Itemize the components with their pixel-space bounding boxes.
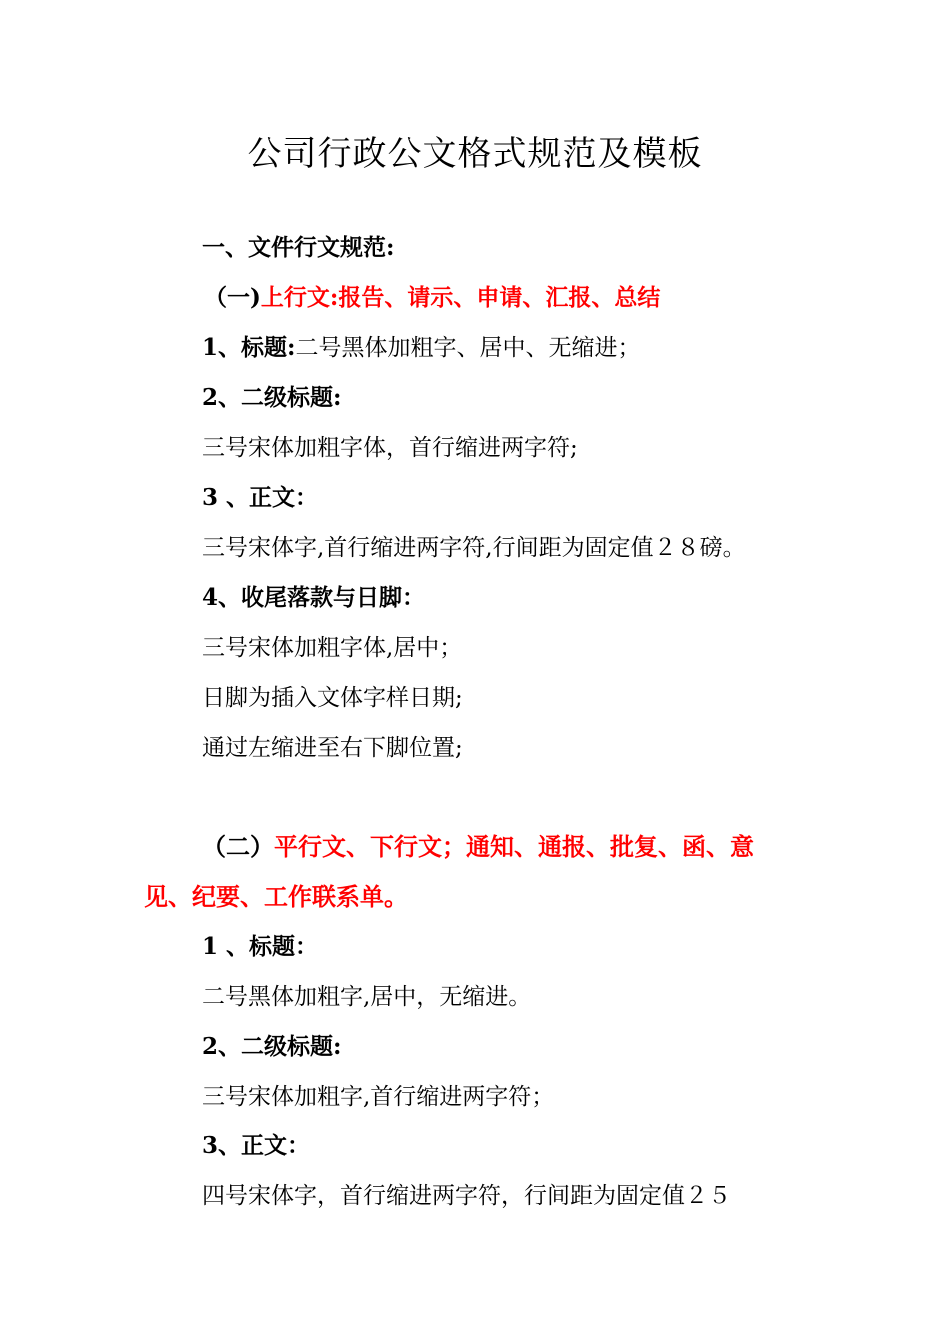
part2-item1-text: 二号黑体加粗字,居中，无缩进。 <box>202 984 532 1010</box>
part1-item3-text: 三号宋体字,首行缩进两字符,行间距为固定值２８磅。 <box>202 535 746 561</box>
part1-item1-label: 1、标题: <box>202 334 296 361</box>
part2-item2-label: 2、二级标题: <box>202 1033 342 1060</box>
part1-item4-text-2: 日脚为插入文体字样日期; <box>202 685 463 711</box>
part2-label-line2: 见、纪要、工作联系单。 <box>144 882 408 911</box>
part1-item1 <box>202 333 641 363</box>
document-title: 公司行政公文格式规范及模板 <box>247 134 703 174</box>
part1-item2-text: 三号宋体加粗字体，首行缩进两字符; <box>202 435 578 461</box>
section-heading: 一、文件行文规范: <box>202 234 395 261</box>
part1-heading <box>204 283 660 313</box>
part2-prefix: （二） <box>202 832 274 861</box>
part1-item3-label: 3 、正文： <box>202 484 319 511</box>
part1-label: 上行文:报告、请示、申请、汇报、总结 <box>260 284 661 311</box>
part2-item1-label: 1 、标题： <box>202 933 319 960</box>
part1-item2-label: 2、二级标题: <box>202 384 342 411</box>
part2-item3-label: 3、正文： <box>202 1132 311 1159</box>
part2-item2-text: 三号宋体加粗字,首行缩进两字符； <box>202 1084 555 1110</box>
part1-item4-text-3: 通过左缩进至右下脚位置; <box>202 735 463 761</box>
part1-prefix: （一) <box>204 284 261 311</box>
part1-item1-text: 二号黑体加粗字、居中、无缩进； <box>295 335 641 361</box>
part2-heading <box>202 832 754 862</box>
part1-item4-text-1: 三号宋体加粗字体,居中； <box>202 635 463 661</box>
part2-label-line1: 平行文、下行文；通知、通报、批复、函、意 <box>274 832 754 861</box>
part1-item4-label: 4、收尾落款与日脚： <box>202 584 426 611</box>
part2-item3-text: 四号宋体字，首行缩进两字符，行间距为固定值２５ <box>202 1183 731 1209</box>
